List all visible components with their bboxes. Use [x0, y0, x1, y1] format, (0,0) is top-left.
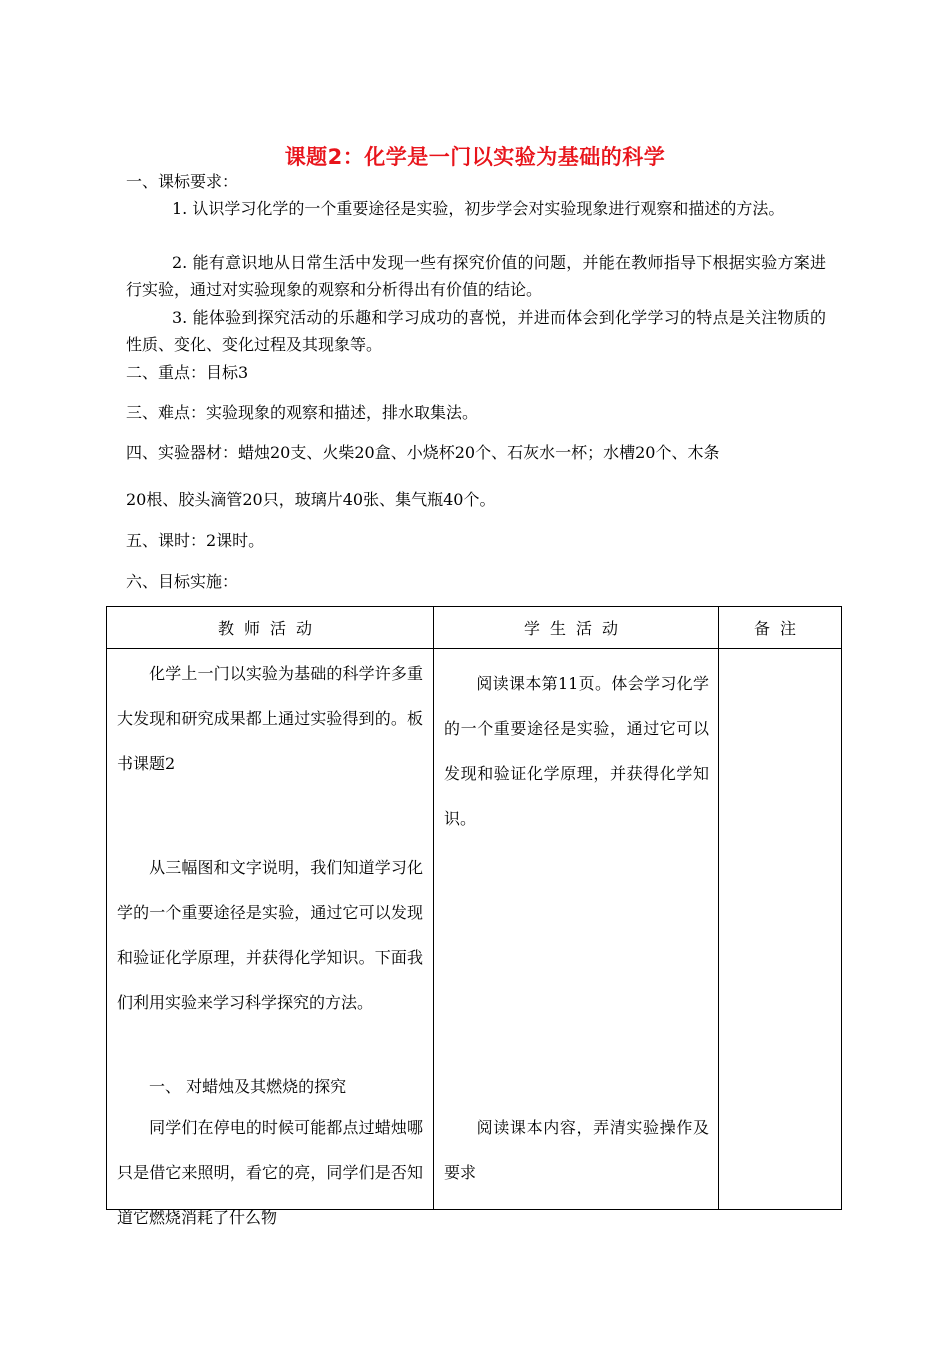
teacher-text-1-content: 化学上一门以实验为基础的科学许多重大发现和研究成果都上通过实验得到的。板书课题2	[117, 664, 423, 773]
requirement-1	[126, 195, 826, 222]
page-title: 课题2：化学是一门以实验为基础的科学	[284, 145, 666, 169]
section-5-class-hours: 五、课时：2课时。	[126, 531, 265, 550]
section-4-equipment-line1: 四、实验器材：蜡烛20支、火柴20盒、小烧杯20个、石灰水一杯；水槽20个、木条	[126, 443, 720, 462]
requirement-2-text: 2. 能有意识地从日常生活中发现一些有探究价值的问题，并能在教师指导下根据实验方案进行实验，通过对实验现象的观察和分析得出有价值的结论。	[126, 253, 826, 299]
teacher-text-4-content: 同学们在停电的时候可能都点过蜡烛哪只是借它来照明，看它的亮，同学们是否知道它燃烧消耗了什么物	[117, 1118, 423, 1227]
student-text-1	[444, 661, 709, 841]
section-4-equipment-line2: 20根、胶头滴管20只，玻璃片40张、集气瓶40个。	[126, 490, 496, 509]
section-6-implementation: 六、目标实施：	[126, 572, 239, 591]
requirement-3-text: 3. 能体验到探究活动的乐趣和学习成功的喜悦，并进而体会到化学学习的特点是关注物质的性质、变化、变化过程及其现象等。	[126, 308, 826, 354]
header-teacher-activity: 教师活动	[107, 607, 434, 649]
requirement-3	[126, 304, 826, 358]
teacher-text-3-content: 一、 对蜡烛及其燃烧的探究	[149, 1077, 347, 1096]
student-activity-cell	[434, 649, 719, 1210]
teacher-activity-cell	[107, 649, 434, 1227]
student-text-2	[444, 1105, 709, 1195]
requirement-2	[126, 249, 826, 303]
section-2-key-point: 二、重点：目标3	[126, 363, 249, 382]
lesson-plan-table	[106, 606, 842, 1227]
table-row	[107, 649, 842, 1210]
table-header-row	[107, 607, 842, 649]
requirement-1-text: 1. 认识学习化学的一个重要途径是实验，初步学会对实验现象进行观察和描述的方法。	[172, 199, 785, 218]
teacher-text-2	[117, 845, 423, 1025]
header-student-activity: 学生活动	[434, 607, 719, 649]
teacher-text-3	[117, 1067, 423, 1107]
student-text-1-content: 阅读课本第11页。体会学习化学的一个重要途径是实验，通过它可以发现和验证化学原理，并获得化学知识。	[444, 674, 709, 828]
header-notes: 备注	[719, 607, 842, 649]
notes-cell	[719, 649, 842, 1210]
teacher-text-2-content: 从三幅图和文字说明，我们知道学习化学的一个重要途径是实验，通过它可以发现和验证化学原理，并获得化学知识。下面我们利用实验来学习科学探究的方法。	[117, 858, 423, 1012]
section-1-heading: 一、课标要求：	[126, 172, 239, 191]
teacher-text-1	[117, 651, 423, 786]
section-3-difficulty: 三、难点：实验现象的观察和描述，排水取集法。	[126, 403, 479, 422]
teacher-text-4	[117, 1105, 423, 1240]
student-text-2-content: 阅读课本内容，弄清实验操作及要求	[444, 1118, 709, 1182]
